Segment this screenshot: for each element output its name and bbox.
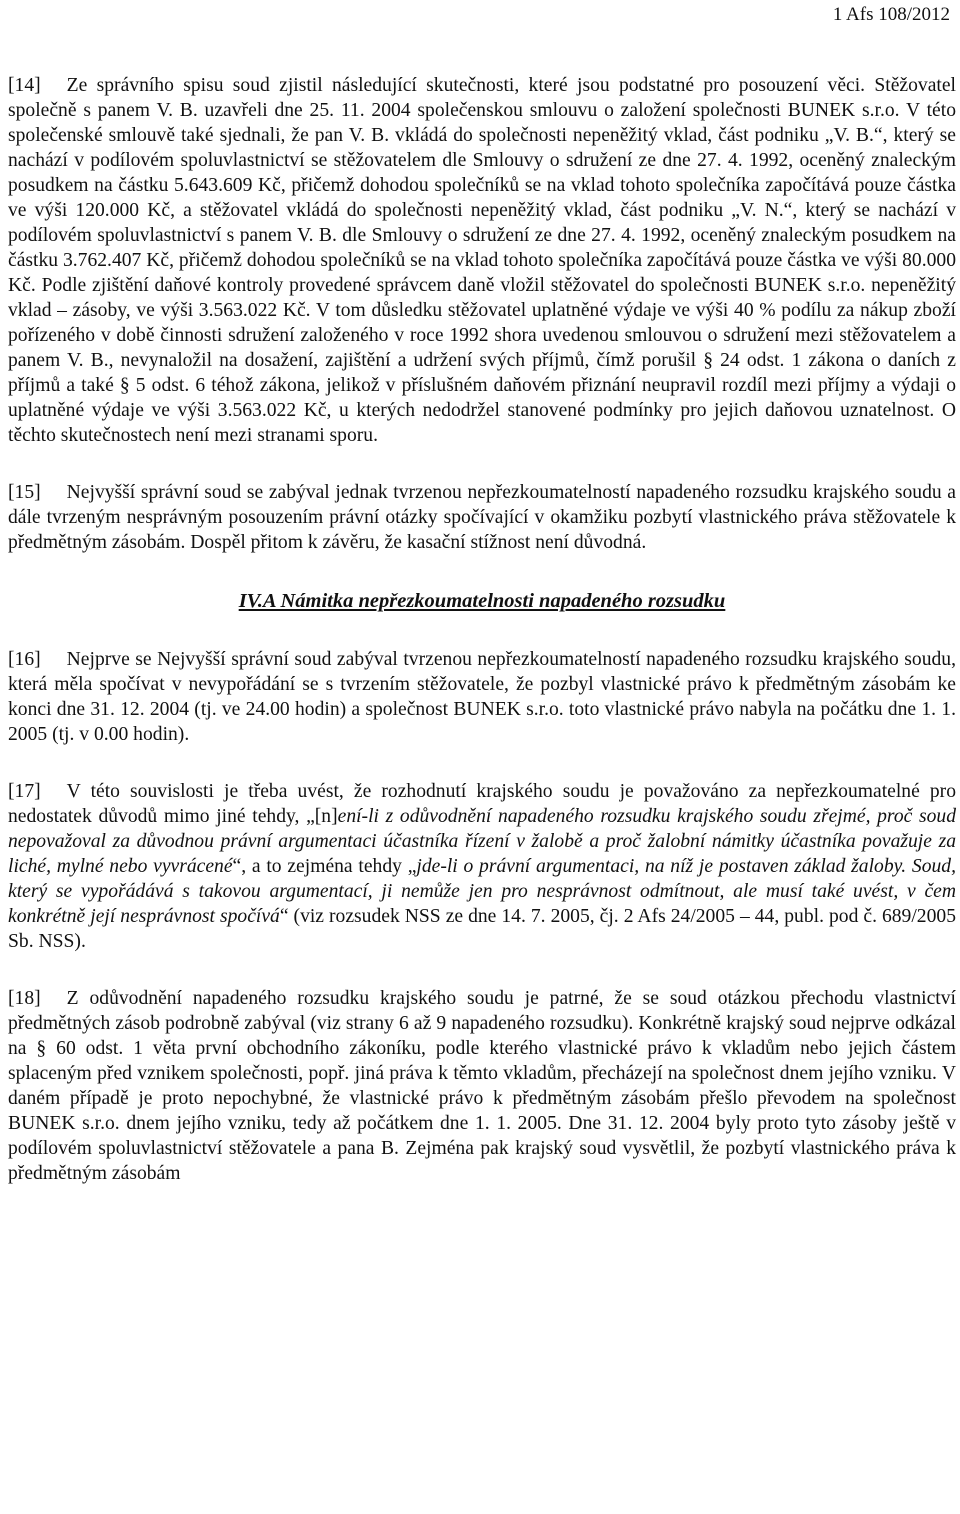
- paragraph-text: V této souvislosti je třeba uvést, že rozhodnutí krajského soudu je považováno za nepřezkoumatelné pro nedostatek důvodů mimo jiné tehdy, „[n]: [8, 781, 956, 827]
- paragraph-text: “, a to zejména tehdy „: [232, 856, 417, 877]
- paragraph-18: [8, 986, 956, 1186]
- paragraph-17: [8, 779, 956, 954]
- document-body: [8, 73, 956, 1218]
- paragraph-text: Z odůvodnění napadeného rozsudku krajského soudu je patrné, že se soud otázkou přechodu vlastnictví předmětných zásob podrobně zabýval (viz strany 6 až 9 napadeného rozsudku). Konkrétně krajský soud nejprve odkázal na § 60 odst. 1 věta první obchodního zákoníku, podle kterého vlastnické právo k vkladům nebo jejich částem splaceným před vznikem společnosti, popř. jiná práva k těmto vkladům, přecházejí na společnost dnem jejího vzniku. V daném případě je proto nepochybné, že vlastnické právo k předmětným zásobám přešlo převodem na společnost BUNEK s.r.o. dnem jejího vzniku, tedy až počátkem dne 1. 1. 2005. Dne 31. 12. 2004 byly proto tyto zásoby ještě v podílovém spoluvlastnictví stěžovatele a pana B. Zejména pak krajský soud vysvětlil, že pozbytí vlastnického práva k předmětným zásobám: [8, 988, 956, 1184]
- section-heading: IV.A Námitka nepřezkoumatelnosti napadeného rozsudku: [238, 590, 726, 612]
- quoted-text: ení-li z odůvodnění napadeného rozsudku krajského soudu zřejmé, proč soud nepovažoval za důvodnou právní argumentaci účastníka řízení v žalobě a proč žalobní námitky účastníka považuje za liché, mylné nebo vyvrácené: [8, 806, 956, 877]
- paragraph-number: [17]: [8, 781, 41, 802]
- paragraph-14: [8, 73, 956, 448]
- paragraph-text: “ (viz rozsudek NSS ze dne 14. 7. 2005, čj. 2 Afs 24/2005 – 44, publ. pod č. 689/2005 Sb. NSS).: [8, 906, 956, 952]
- paragraph-15: [8, 480, 956, 555]
- paragraph-text: Nejvyšší správní soud se zabýval jednak tvrzenou nepřezkoumatelností napadeného rozsudku krajského soudu a dále tvrzeným nesprávným posouzením právní otázky spočívající v okamžiku pozbytí vlastnického práva stěžovatele k předmětným zásobám. Dospěl přitom k závěru, že kasační stížnost není důvodná.: [8, 482, 956, 553]
- paragraph-16: [8, 647, 956, 747]
- paragraph-text: Nejprve se Nejvyšší správní soud zabýval tvrzenou nepřezkoumatelností napadeného rozsudku krajského soudu, která měla spočívat v nevypořádání se s tvrzením stěžovatele, že pozbyl vlastnické právo k předmětným zásobám ke konci dne 31. 12. 2004 (tj. ve 24.00 hodin) a společnost BUNEK s.r.o. toto vlastnické právo nabyla na počátku dne 1. 1. 2005 (tj. v 0.00 hodin).: [8, 649, 956, 745]
- paragraph-number: [15]: [8, 482, 41, 503]
- case-number: 1 Afs 108/2012: [832, 4, 950, 25]
- paragraph-text: Ze správního spisu soud zjistil následující skutečnosti, které jsou podstatné pro posouzení věci. Stěžovatel společně s panem V. B. uzavřeli dne 25. 11. 2004 společenskou smlouvu o založení společnosti BUNEK s.r.o. V této společenské smlouvě také sjednali, že pan V. B. vkládá do společnosti nepeněžitý vklad, část podniku „V. B.“, který se nachází v podílovém spoluvlastnictví se stěžovatelem dle Smlouvy o sdružení ze dne 27. 4. 1992, oceněný znaleckým posudkem na částku 5.643.609 Kč, přičemž dohodou společníků se na vklad tohoto společníka započítává pouze částka ve výši 120.000 Kč, a stěžovatel vkládá do společnosti nepeněžitý vklad, část podniku „V. N.“, který se nachází v podílovém spoluvlastnictví s panem V. B. dle Smlouvy o sdružení ze dne 27. 4. 1992, oceněný znaleckým posudkem na částku 3.762.407 Kč, přičemž dohodou společníků se na vklad tohoto společníka započítává pouze částka ve výši 80.000 Kč. Podle zjištění daňové kontroly provedené správcem daně vložil stěžovatel do společnosti BUNEK s.r.o. nepeněžitý vklad – zásoby, ve výši 3.563.022 Kč. V tom důsledku stěžovatel uplatněné výdaje ve výši 40 % podílu za nákup zboží pořízeného v době činnosti sdružení založeného v roce 1992 shora uvedenou smlouvou o sdružení mezi stěžovatelem a panem V. B., nevynaložil na dosažení, zajištění a udržení svých příjmů, čímž porušil § 24 odst. 1 zákona o daních z příjmů a také § 5 odst. 6 téhož zákona, jelikož v příslušném daňovém přiznání neupravil rozdíl mezi příjmy a výdaji o uplatněné výdaje ve výši 3.563.022 Kč, u kterých nedodržel stanovené podmínky pro jejich daňovou uznatelnost. O těchto skutečnostech není mezi stranami sporu.: [8, 75, 956, 446]
- paragraph-number: [14]: [8, 75, 41, 96]
- paragraph-number: [16]: [8, 649, 41, 670]
- quoted-text: jde-li o právní argumentaci, na níž je postaven základ žaloby. Soud, který se vypořádává s takovou argumentací, ji nemůže jen pro nesprávnost odmítnout, ale musí také uvést, v čem konkrétně její nesprávnost spočívá: [8, 856, 956, 927]
- paragraph-number: [18]: [8, 988, 41, 1009]
